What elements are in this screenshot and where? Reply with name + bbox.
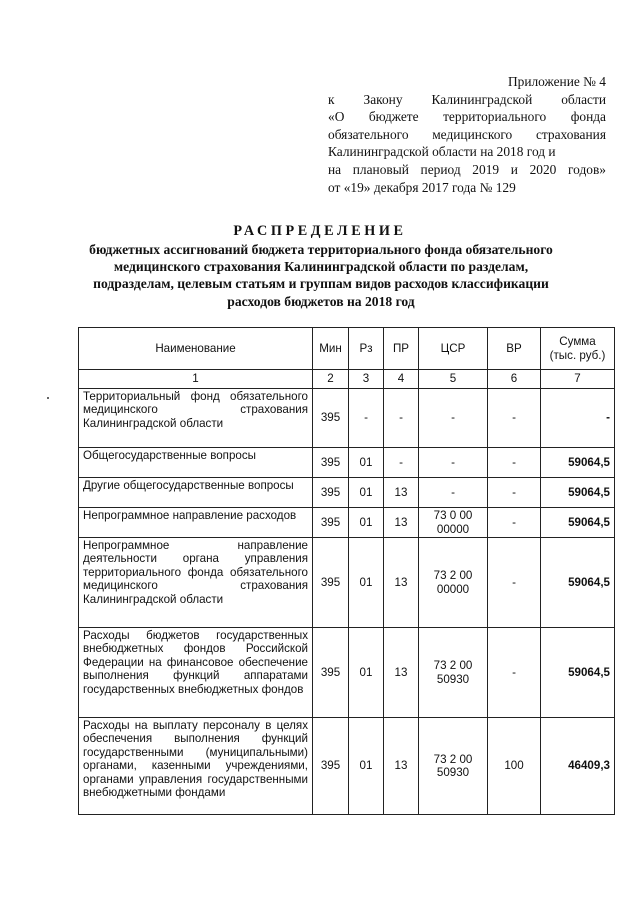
row-pr: 13 <box>384 478 419 508</box>
row-pr: 13 <box>384 628 419 718</box>
row-vr: - <box>488 508 541 538</box>
table-row <box>79 448 615 478</box>
document-title: РАСПРЕДЕЛЕНИЕ <box>233 223 407 239</box>
row-vr: 100 <box>488 718 541 815</box>
row-pr: 13 <box>384 508 419 538</box>
row-name: Непрограммное направление деятельности органа управления территориального фонда обязательного медицинского страхования Калининградской области <box>79 538 313 628</box>
row-vr: - <box>488 478 541 508</box>
row-csr: 73 2 00 50930 <box>419 718 488 815</box>
row-name: Непрограммное направление расходов <box>79 508 313 538</box>
col-number: 6 <box>488 370 541 389</box>
row-csr: - <box>419 478 488 508</box>
scan-speck <box>47 397 49 399</box>
header-vr: ВР <box>488 328 541 370</box>
header-rz: Рз <box>349 328 384 370</box>
row-pr: - <box>384 448 419 478</box>
row-name: Расходы на выплату персоналу в целях обеспечения выполнения функций государственными (муниципальными) органами, казенными учреждениями, органами управления государственными внебюджетными фондами <box>79 718 313 815</box>
row-rz: 01 <box>349 628 384 718</box>
row-name: Общегосударственные вопросы <box>79 448 313 478</box>
appendix-line: обязательного медицинского страхования <box>328 126 606 142</box>
row-csr: 73 2 00 50930 <box>419 628 488 718</box>
header-csr: ЦСР <box>419 328 488 370</box>
table-row <box>79 389 615 448</box>
appendix-line: Калининградской области на 2018 год и <box>328 144 556 160</box>
row-vr: - <box>488 538 541 628</box>
row-name: Расходы бюджетов государственных внебюджетных фондов Российской Федерации на финансовое обеспечение выполнения функций аппаратами государственных внебюджетных фондов <box>79 628 313 718</box>
row-rz: 01 <box>349 718 384 815</box>
table-row <box>79 478 615 508</box>
row-sum: 59064,5 <box>541 538 615 628</box>
row-min: 395 <box>313 508 349 538</box>
subtitle-line: расходов бюджетов на 2018 год <box>227 293 415 309</box>
appendix-line: к Закону Калининградской области <box>328 91 606 107</box>
row-vr: - <box>488 628 541 718</box>
row-pr: 13 <box>384 718 419 815</box>
table-row <box>79 718 615 815</box>
subtitle-line: бюджетных ассигнований бюджета территориального фонда обязательного <box>89 242 553 257</box>
appendix-line: от «19» декабря 2017 года № 129 <box>328 179 516 195</box>
header-min: Мин <box>313 328 349 370</box>
table-row <box>79 508 615 538</box>
row-csr: 73 0 00 00000 <box>419 508 488 538</box>
row-sum: 59064,5 <box>541 478 615 508</box>
header-sum: Сумма (тыс. руб.) <box>541 328 615 370</box>
row-sum: - <box>541 389 615 448</box>
row-min: 395 <box>313 718 349 815</box>
row-min: 395 <box>313 628 349 718</box>
budget-table <box>78 327 615 815</box>
row-pr: - <box>384 389 419 448</box>
appendix-number: Приложение № 4 <box>507 74 606 89</box>
row-sum: 59064,5 <box>541 628 615 718</box>
row-rz: 01 <box>349 478 384 508</box>
table-row <box>79 538 615 628</box>
col-number: 1 <box>79 370 313 389</box>
row-min: 395 <box>313 538 349 628</box>
row-sum: 46409,3 <box>541 718 615 815</box>
row-min: 395 <box>313 389 349 448</box>
row-csr: 73 2 00 00000 <box>419 538 488 628</box>
appendix-line: «О бюджете территориального фонда <box>328 109 606 125</box>
row-sum: 59064,5 <box>541 508 615 538</box>
row-vr: - <box>488 389 541 448</box>
col-number: 2 <box>313 370 349 389</box>
row-rz: 01 <box>349 448 384 478</box>
header-row <box>79 328 615 370</box>
col-number: 4 <box>384 370 419 389</box>
col-number: 5 <box>419 370 488 389</box>
row-name: Территориальный фонд обязательного медицинского страхования Калининградской области <box>79 389 313 448</box>
col-number: 7 <box>541 370 615 389</box>
document-subtitle <box>68 241 574 310</box>
row-pr: 13 <box>384 538 419 628</box>
row-csr: - <box>419 448 488 478</box>
row-vr: - <box>488 448 541 478</box>
subtitle-line: медицинского страхования Калининградской области по разделам, <box>113 259 529 275</box>
row-rz: - <box>349 389 384 448</box>
row-name: Другие общегосударственные вопросы <box>79 478 313 508</box>
row-sum: 59064,5 <box>541 448 615 478</box>
subtitle-line: подразделам, целевым статьям и группам видов расходов классификации <box>93 276 549 292</box>
appendix-header <box>328 73 606 196</box>
row-min: 395 <box>313 478 349 508</box>
table-row <box>79 628 615 718</box>
row-rz: 01 <box>349 538 384 628</box>
column-number-row <box>79 370 615 389</box>
header-name: Наименование <box>79 328 313 370</box>
row-min: 395 <box>313 448 349 478</box>
col-number: 3 <box>349 370 384 389</box>
header-pr: ПР <box>384 328 419 370</box>
appendix-line: на плановый период 2019 и 2020 годов» <box>328 161 606 177</box>
row-rz: 01 <box>349 508 384 538</box>
row-csr: - <box>419 389 488 448</box>
